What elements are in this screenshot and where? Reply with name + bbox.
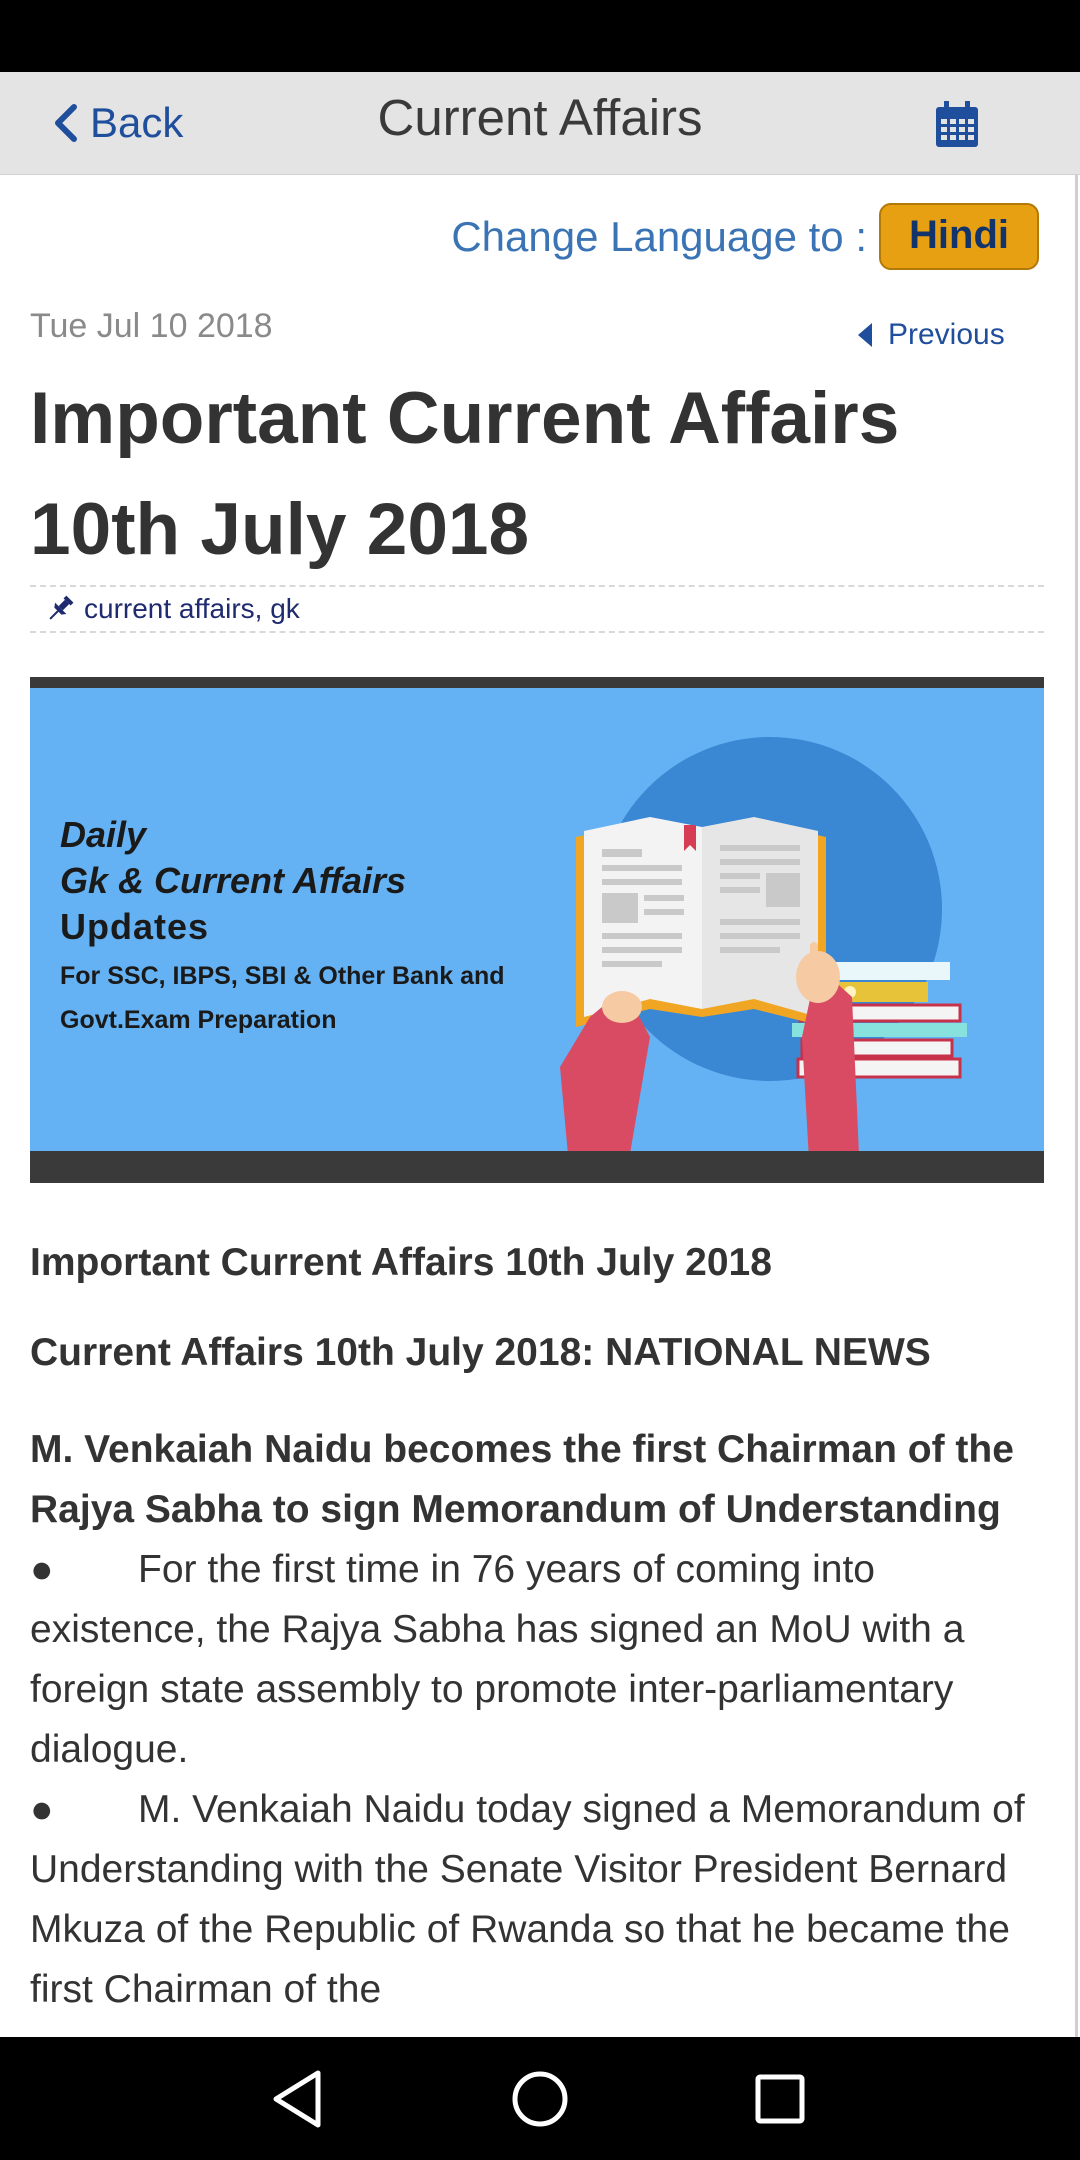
pin-icon — [44, 593, 76, 625]
article-heading: Important Current Affairs 10th July 2018 — [30, 1241, 772, 1284]
calendar-button[interactable] — [930, 94, 986, 154]
triangle-back-icon — [268, 2067, 332, 2131]
caret-left-icon — [858, 323, 872, 347]
previous-label: Previous — [888, 318, 1005, 351]
banner-line-for: For SSC, IBPS, SBI & Other Bank and — [60, 962, 505, 990]
post-date: Tue Jul 10 2018 — [30, 307, 273, 345]
banner-line-updates: Updates — [60, 906, 210, 947]
banner-bottom-border — [30, 1151, 1044, 1183]
language-switcher — [451, 203, 1039, 270]
app-bar — [0, 72, 1080, 175]
article-content[interactable] — [0, 175, 1075, 2037]
back-label: Back — [90, 99, 184, 146]
banner-text — [60, 812, 505, 1042]
bullet-text: M. Venkaiah Naidu today signed a Memorandum of Understanding with the Senate Visitor President Bernard Mkuza of the Republic of Rwanda so that he became the first Chairman of the — [30, 1788, 1025, 2011]
status-bar — [0, 0, 1080, 72]
nav-home-button[interactable] — [508, 2067, 572, 2131]
bullet-text: For the first time in 76 years of coming into existence, the Rajya Sabha has signed an MoU with a foreign state assembly to promote inter-parliamentary dialogue. — [30, 1548, 965, 1771]
circle-home-icon — [508, 2067, 572, 2131]
article-banner-image — [30, 677, 1044, 1183]
bullet-paragraph — [30, 1780, 1050, 2020]
chevron-left-icon — [52, 103, 78, 143]
change-language-label: Change Language to : — [451, 212, 868, 260]
post-title: Important Current Affairs 10th July 2018 — [30, 378, 900, 570]
calendar-icon — [936, 101, 978, 147]
banner-line-govt: Govt.Exam Preparation — [60, 1006, 337, 1034]
scroll-edge-line — [1075, 175, 1078, 2037]
banner-top-border — [30, 677, 1044, 688]
bullet-dot-icon: ● — [30, 1788, 54, 1831]
article-section-heading: Current Affairs 10th July 2018: NATIONAL NEWS — [30, 1331, 931, 1374]
book-illustration-icon — [530, 737, 990, 1177]
post-tags[interactable]: current affairs, gk — [84, 593, 300, 624]
tags-row — [30, 585, 1044, 633]
nav-recents-button[interactable] — [748, 2067, 812, 2131]
hindi-language-button[interactable]: Hindi — [879, 203, 1039, 270]
bullet-dot-icon: ● — [30, 1548, 54, 1591]
previous-link[interactable] — [858, 318, 1005, 352]
back-button[interactable] — [52, 92, 183, 154]
system-navigation-bar — [0, 2037, 1080, 2160]
banner-line-gk: Gk & Current Affairs — [60, 860, 407, 901]
square-recents-icon — [748, 2067, 812, 2131]
news-headline: M. Venkaiah Naidu becomes the first Chairman of the Rajya Sabha to sign Memorandum of Understanding — [30, 1428, 1014, 1531]
nav-back-button[interactable] — [268, 2067, 332, 2131]
page-title: Current Affairs — [377, 89, 703, 146]
banner-line-daily: Daily — [60, 814, 147, 855]
bullet-paragraph — [30, 1540, 1050, 1780]
